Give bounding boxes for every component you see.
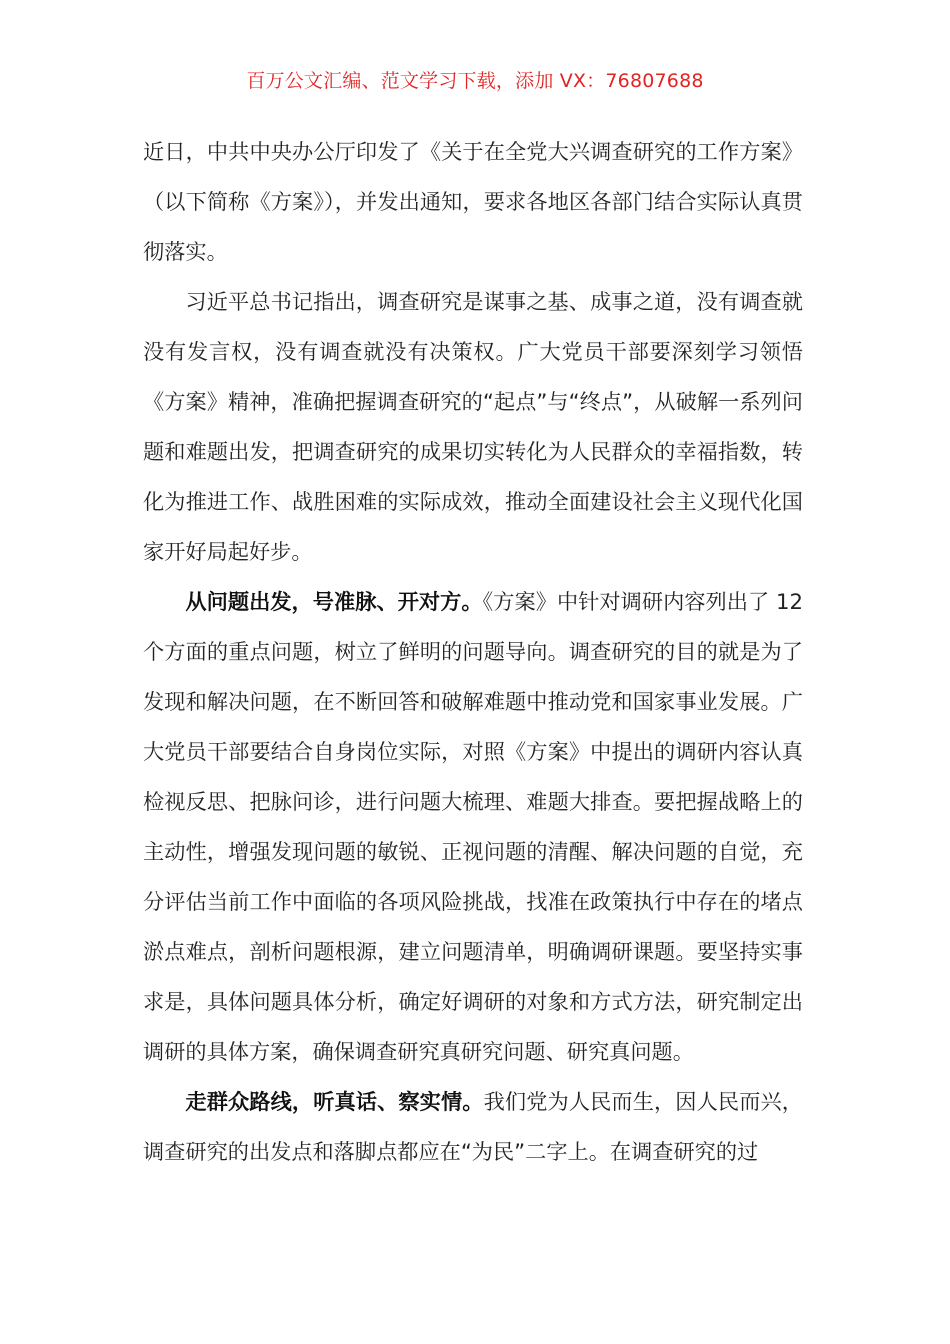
paragraph-text: 习近平总书记指出，调查研究是谋事之基、成事之道，没有调查就没有发言权，没有调查就没有决策权。广大党员干部要深刻学习领悟《方案》精神，准确把握调查研究的“起点”与“终点”，从破解一系列问题和难题出发，把调查研究的成果切实转化为人民群众的幸福指数，转化为推进工作、战胜困难的实际成效，推动全面建设社会主义现代化国家开好局起好步。 <box>143 289 803 564</box>
paragraph-text: 《方案》中针对调研内容列出了 12 个方面的重点问题，树立了鲜明的问题导向。调查研究的目的就是为了发现和解决问题，在不断回答和破解难题中推动党和国家事业发展。广大党员干部要结合自身岗位实际，对照《方案》中提出的调研内容认真检视反思、把脉问诊，进行问题大梳理、难题大排查。要把握战略上的主动性，增强发现问题的敏锐、正视问题的清醒、解决问题的自觉，充分评估当前工作中面临的各项风险挑战，找准在政策执行中存在的堵点淤点难点，剖析问题根源，建立问题清单，明确调研课题。要坚持实事求是，具体问题具体分析，确定好调研的对象和方式方法，研究制定出调研的具体方案，确保调查研究真研究问题、研究真问题。 <box>143 589 803 1064</box>
paragraph-lead-heading: 从问题出发，号准脉、开对方。 <box>185 589 483 614</box>
paragraph-quote <box>143 277 803 577</box>
paragraph-mass-line <box>143 1077 803 1177</box>
paragraph-text: 近日，中共中央办公厅印发了《关于在全党大兴调查研究的工作方案》（以下简称《方案》），并发出通知，要求各地区各部门结合实际认真贯彻落实。 <box>143 139 803 264</box>
paragraph-lead-heading: 走群众路线，听真话、察实情。 <box>185 1089 484 1114</box>
watermark-header: 百万公文汇编、范文学习下载，添加 VX：76807688 <box>246 70 704 92</box>
paragraph-problem-oriented <box>143 577 803 1077</box>
paragraph-intro <box>143 127 803 277</box>
paragraph-text: 我们党为人民而生，因人民而兴，调查研究的出发点和落脚点都应在“为民”二字上。在调查研究的过 <box>143 1089 803 1164</box>
document-body <box>143 127 803 1177</box>
